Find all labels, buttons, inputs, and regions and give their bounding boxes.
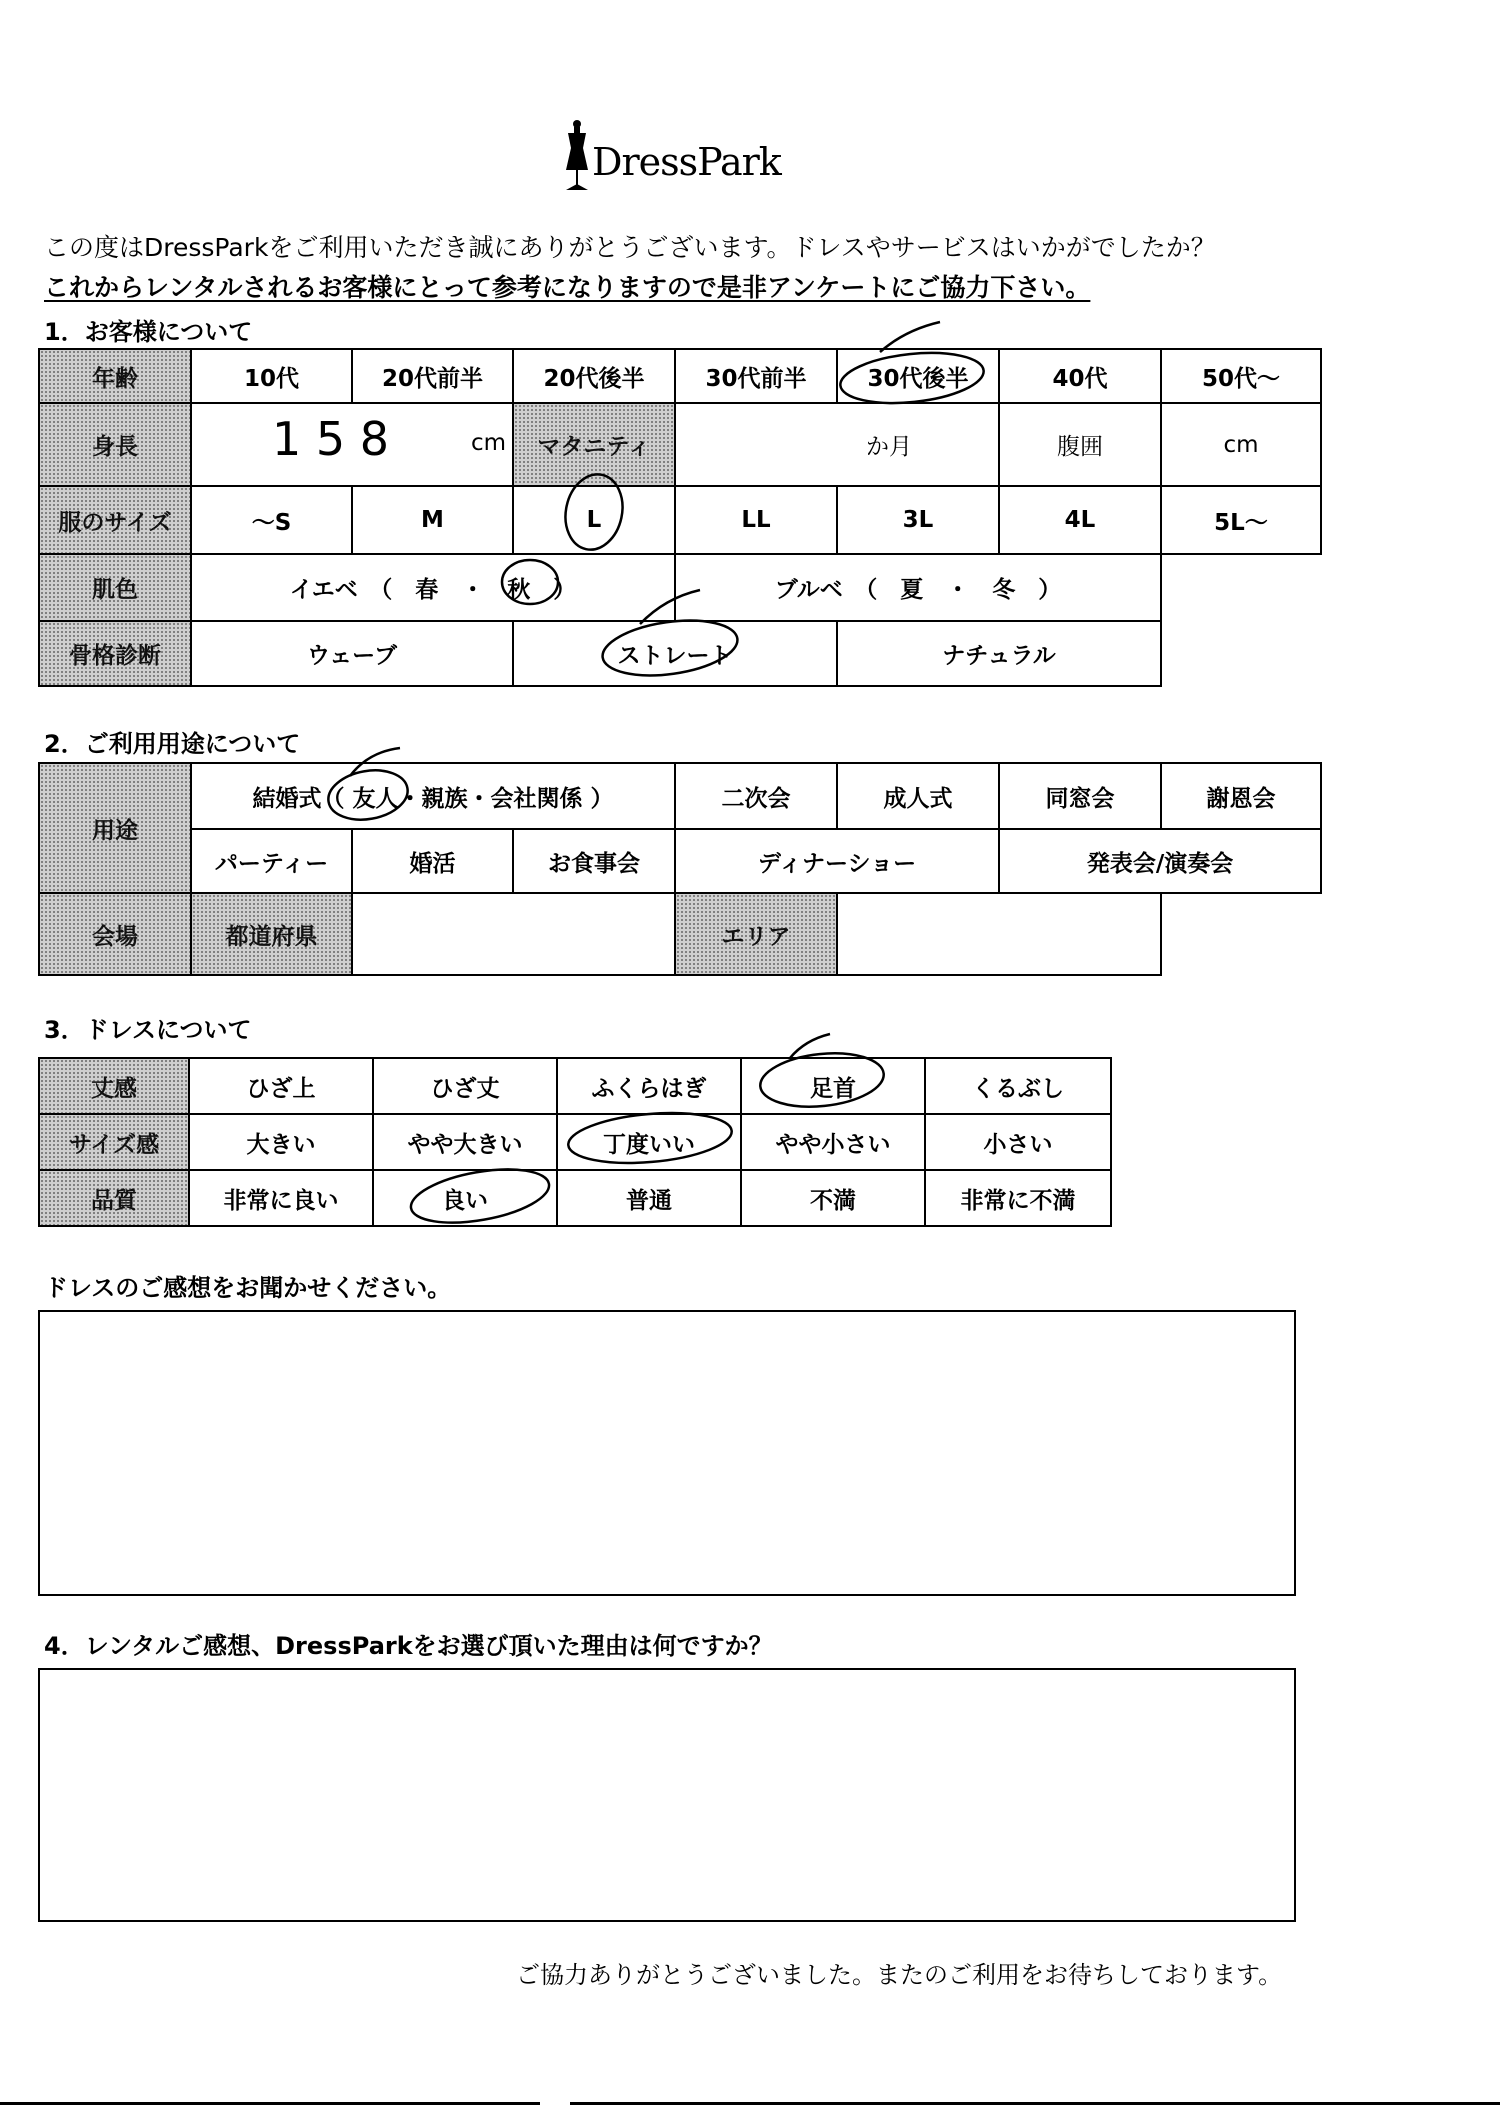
use-option[interactable]: 成人式 xyxy=(837,763,999,829)
rental-reason-box[interactable] xyxy=(38,1668,1296,1922)
age-option-selected[interactable]: 30代後半 xyxy=(837,349,999,403)
empty-cell xyxy=(1161,554,1321,621)
age-option[interactable]: 50代〜 xyxy=(1161,349,1321,403)
dress-comment-box[interactable] xyxy=(38,1310,1296,1596)
dress-form-icon xyxy=(560,118,594,198)
length-option-selected[interactable]: 足首 xyxy=(741,1058,925,1114)
fit-option[interactable]: やや小さい xyxy=(741,1114,925,1170)
logo-text: DressPark xyxy=(592,140,781,184)
height-field[interactable] xyxy=(191,403,513,486)
use-option[interactable]: 謝恩会 xyxy=(1161,763,1321,829)
length-option[interactable]: くるぶし xyxy=(925,1058,1111,1114)
tick-mark-length xyxy=(790,1034,830,1058)
size-option[interactable]: 〜S xyxy=(191,486,352,554)
use-option[interactable]: 婚活 xyxy=(352,829,513,893)
fit-option[interactable]: やや大きい xyxy=(373,1114,557,1170)
intro-line-2: これからレンタルされるお客様にとって参考になりますので是非アンケートにご協力下さい。 xyxy=(44,273,1091,302)
size-option[interactable]: M xyxy=(352,486,513,554)
section-3-title: 3．ドレスについて xyxy=(44,1016,252,1044)
skin-header: 肌色 xyxy=(39,554,191,621)
use-header: 用途 xyxy=(39,763,191,893)
age-option[interactable]: 20代前半 xyxy=(352,349,513,403)
height-unit: cm xyxy=(470,430,506,456)
skin-yellow-option[interactable]: イエベ （ 春 ・ 秋 ） xyxy=(191,554,675,621)
use-option[interactable]: お食事会 xyxy=(513,829,675,893)
thanks-message: ご協力ありがとうございました。またのご利用をお待ちしております。 xyxy=(516,1961,1283,1989)
body-type-header: 骨格診断 xyxy=(39,621,191,686)
quality-option[interactable]: 非常に良い xyxy=(189,1170,373,1226)
section-2-title: 2．ご利用用途について xyxy=(44,730,301,758)
quality-header: 品質 xyxy=(39,1170,189,1226)
quality-option-selected[interactable]: 良い xyxy=(373,1170,557,1226)
size-option[interactable]: LL xyxy=(675,486,837,554)
fit-option[interactable]: 大きい xyxy=(189,1114,373,1170)
size-header: 服のサイズ xyxy=(39,486,191,554)
dress-table xyxy=(38,1057,1112,1227)
quality-option[interactable]: 不満 xyxy=(741,1170,925,1226)
age-option[interactable]: 30代前半 xyxy=(675,349,837,403)
size-option-selected[interactable]: L xyxy=(513,486,675,554)
section-1-title: 1．お客様について xyxy=(44,318,253,346)
body-type-option[interactable]: ナチュラル xyxy=(837,621,1161,686)
use-option[interactable]: パーティー xyxy=(191,829,352,893)
length-option[interactable]: ふくらはぎ xyxy=(557,1058,741,1114)
skin-blue-option[interactable]: ブルベ （ 夏 ・ 冬 ） xyxy=(675,554,1161,621)
quality-option[interactable]: 普通 xyxy=(557,1170,741,1226)
use-option[interactable]: ディナーショー xyxy=(675,829,999,893)
prefecture-header: 都道府県 xyxy=(191,893,352,975)
height-value: 1 5 8 xyxy=(272,412,390,466)
fit-option-selected[interactable]: 丁度いい xyxy=(557,1114,741,1170)
height-header: 身長 xyxy=(39,403,191,486)
size-option[interactable]: 4L xyxy=(999,486,1161,554)
venue-header: 会場 xyxy=(39,893,191,975)
age-option[interactable]: 10代 xyxy=(191,349,352,403)
size-option[interactable]: 3L xyxy=(837,486,999,554)
age-header: 年齢 xyxy=(39,349,191,403)
customer-info-table xyxy=(38,348,1322,687)
body-type-option-selected[interactable]: ストレート xyxy=(513,621,837,686)
use-option[interactable]: 二次会 xyxy=(675,763,837,829)
fit-option[interactable]: 小さい xyxy=(925,1114,1111,1170)
maternity-months-field[interactable]: か月 xyxy=(675,403,999,486)
intro-line-1: この度はDressParkをご利用いただき誠にありがとうございます。ドレスやサービスはいかがでしたか？ xyxy=(44,233,1216,262)
prefecture-field[interactable] xyxy=(352,893,675,975)
area-field[interactable] xyxy=(837,893,1161,975)
body-type-option[interactable]: ウェーブ xyxy=(191,621,513,686)
dresspark-logo xyxy=(560,118,790,208)
wedding-option[interactable]: 結婚式（ 友人・親族・会社関係 ） xyxy=(191,763,675,829)
length-option[interactable]: ひざ丈 xyxy=(373,1058,557,1114)
empty-cell xyxy=(1161,893,1321,975)
dress-comment-prompt: ドレスのご感想をお聞かせください。 xyxy=(44,1274,452,1302)
quality-option[interactable]: 非常に不満 xyxy=(925,1170,1111,1226)
age-option[interactable]: 20代後半 xyxy=(513,349,675,403)
size-option[interactable]: 5L〜 xyxy=(1161,486,1321,554)
usage-table xyxy=(38,762,1322,976)
waist-label: 腹囲 xyxy=(999,403,1161,486)
length-header: 丈感 xyxy=(39,1058,189,1114)
fit-header: サイズ感 xyxy=(39,1114,189,1170)
maternity-header: マタニティ xyxy=(513,403,675,486)
age-option[interactable]: 40代 xyxy=(999,349,1161,403)
use-option[interactable]: 発表会/演奏会 xyxy=(999,829,1321,893)
section-4-title: 4．レンタルご感想、DressParkをお選び頂いた理由は何ですか？ xyxy=(44,1632,773,1660)
footer-rule-left xyxy=(0,2102,540,2105)
length-option[interactable]: ひざ上 xyxy=(189,1058,373,1114)
use-option[interactable]: 同窓会 xyxy=(999,763,1161,829)
area-header: エリア xyxy=(675,893,837,975)
footer-rule-right xyxy=(570,2102,1500,2105)
empty-cell xyxy=(1161,621,1321,686)
waist-field[interactable]: cm xyxy=(1161,403,1321,486)
